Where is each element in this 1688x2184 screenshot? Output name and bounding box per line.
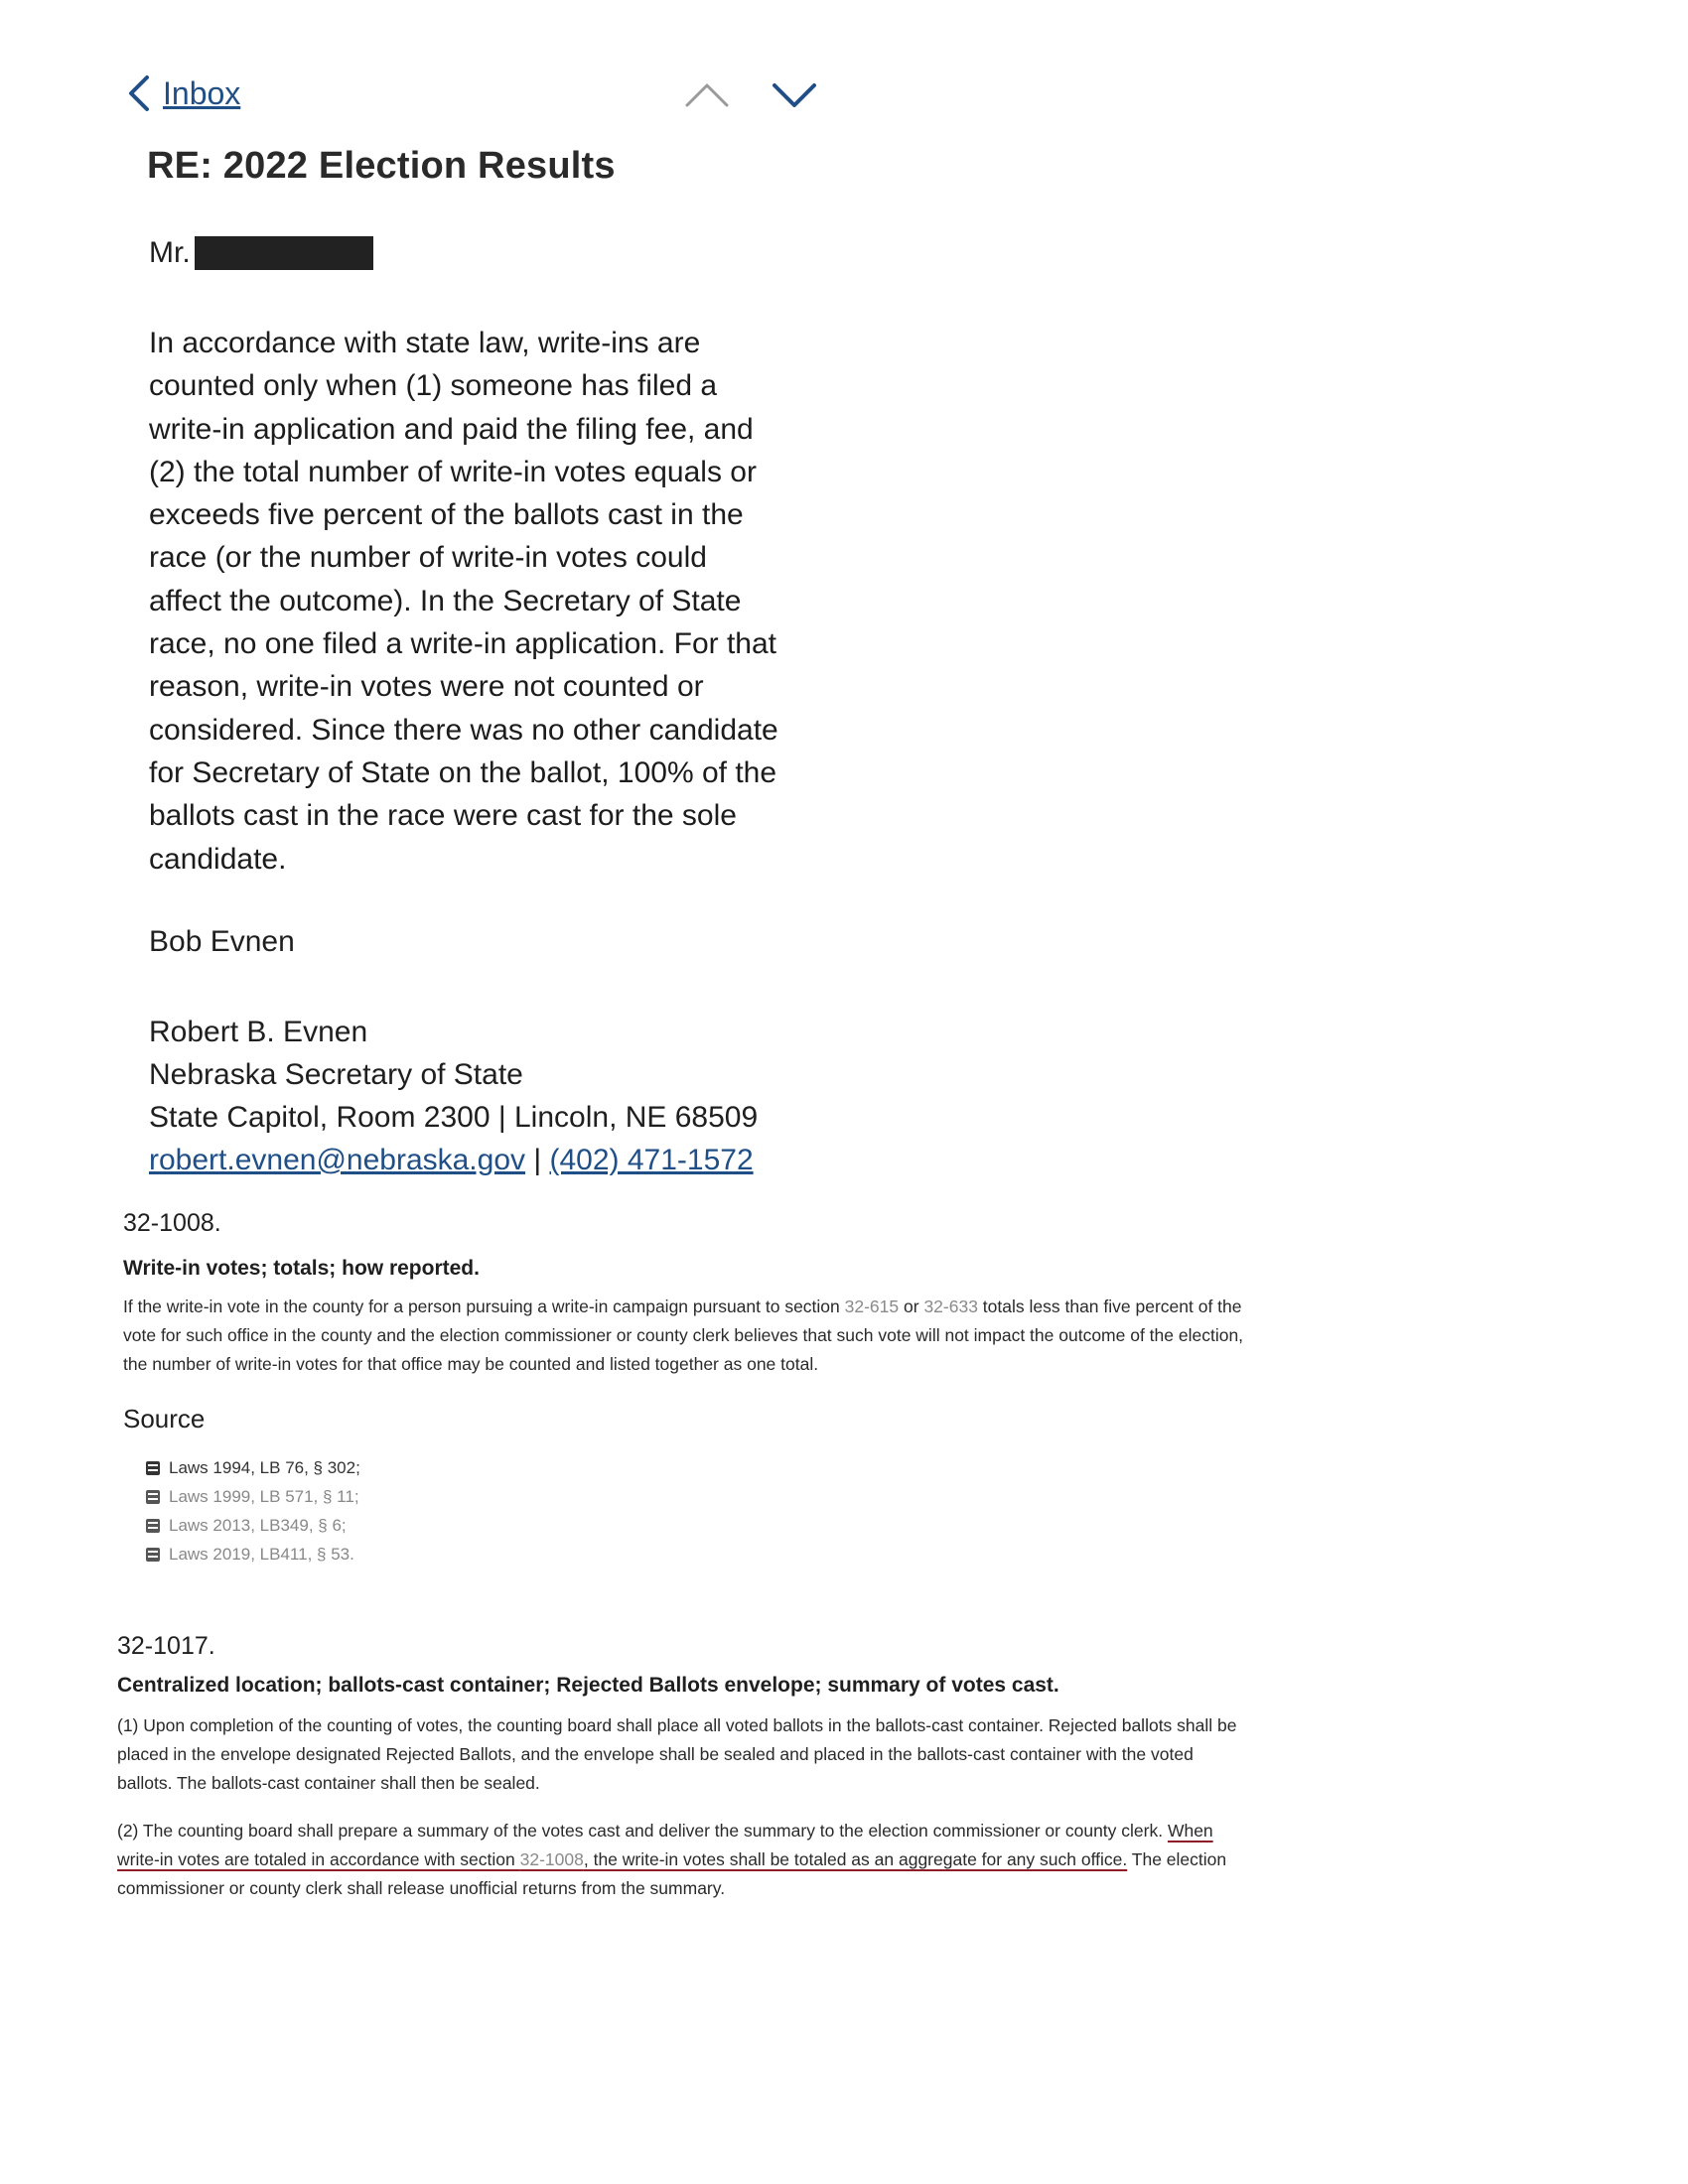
chevron-left-icon [125, 73, 153, 113]
signature-title: Nebraska Secretary of State [149, 1058, 523, 1091]
body-line: affect the outcome). In the Secretary of State [149, 584, 742, 617]
statute-text-part: The election commissioner or county clerk shall release unofficial returns from the summary. [117, 1849, 1227, 1898]
signature-block [149, 1011, 758, 1181]
previous-message-button[interactable] [683, 79, 731, 109]
phone-link[interactable]: (402) 471-1572 [549, 1144, 754, 1176]
statute-number: 32-1008. [123, 1209, 221, 1237]
book-icon [145, 1547, 161, 1563]
statute-text-part: , the write-in votes shall be totaled as an aggregate for any such office. [583, 1849, 1128, 1869]
body-line: exceeds five percent of the ballots cast in the [149, 498, 744, 532]
statute-paragraph-1: (1) Upon completion of the counting of votes, the counting board shall place all voted ballots in the ballots-cast container. Rejected ballots shall be placed in the envelope designated Rejected Ballots, and the envelope shall be sealed and placed in the ballots-cast container with the voted ballots. The ballots-cast container shall then be sealed. [117, 1715, 1237, 1793]
email-link[interactable]: robert.evnen@nebraska.gov [149, 1144, 526, 1176]
contact-separator: | [525, 1144, 550, 1176]
next-message-button[interactable] [771, 79, 818, 109]
statute-reference-link[interactable]: 32-615 [844, 1297, 900, 1316]
statute-reference-link[interactable]: 32-1008 [519, 1849, 584, 1869]
statute-text [123, 1293, 1265, 1379]
body-line: for Secretary of State on the ballot, 100% of the [149, 755, 777, 789]
body-line: counted only when (1) someone has filed a [149, 369, 718, 403]
chevron-down-icon [771, 79, 818, 109]
source-item[interactable] [145, 1482, 360, 1511]
statute-reference-link[interactable]: 32-633 [923, 1297, 978, 1316]
back-to-inbox-button[interactable] [125, 73, 240, 113]
signature-contact [149, 1139, 758, 1181]
statute-title: Centralized location; ballots-cast container; Rejected Ballots envelope; summary of votes cast. [117, 1674, 1059, 1697]
statute-text-part: or [899, 1297, 924, 1316]
signature-name: Robert B. Evnen [149, 1016, 368, 1048]
redaction-bar [195, 236, 373, 270]
email-subject: RE: 2022 Election Results [147, 145, 616, 187]
source-item[interactable] [145, 1453, 360, 1482]
source-item-label: Laws 2013, LB349, § 6; [169, 1515, 347, 1535]
book-icon [145, 1518, 161, 1534]
statute-title: Write-in votes; totals; how reported. [123, 1257, 480, 1280]
source-item-label: Laws 1999, LB 571, § 11; [169, 1486, 359, 1506]
body-line: race, no one filed a write-in application. For that [149, 627, 777, 661]
body-line: In accordance with state law, write-ins are [149, 327, 701, 359]
statute-paragraph-2 [117, 1817, 1239, 1903]
body-line: ballots cast in the race were cast for the sole [149, 799, 737, 833]
source-item-label: Laws 2019, LB411, § 53. [169, 1544, 354, 1564]
email-salutation [149, 236, 373, 270]
email-body [149, 322, 824, 881]
body-line: reason, write-in votes were not counted or [149, 670, 704, 704]
statute-text-part: When write-in votes are totaled in accordance with section [117, 1821, 1213, 1869]
statute-number: 32-1017. [117, 1632, 215, 1660]
inbox-link-label: Inbox [163, 74, 241, 111]
signature-address: State Capitol, Room 2300 | Lincoln, NE 68509 [149, 1101, 759, 1134]
statute-text-part: (2) The counting board shall prepare a summary of the votes cast and deliver the summary to the election commissioner or county clerk. [117, 1821, 1168, 1841]
body-line: race (or the number of write-in votes could [149, 541, 707, 575]
source-item[interactable] [145, 1540, 360, 1569]
source-item-label: Laws 1994, LB 76, § 302; [169, 1457, 360, 1477]
body-line: candidate. [149, 842, 287, 876]
salutation-text: Mr. [149, 236, 191, 269]
body-line: (2) the total number of write-in votes equals or [149, 455, 757, 488]
body-line: considered. Since there was no other candidate [149, 713, 778, 747]
book-icon [145, 1460, 161, 1476]
body-line: write-in application and paid the filing fee, and [149, 412, 754, 446]
signature-short: Bob Evnen [149, 925, 295, 958]
statute-text-part: If the write-in vote in the county for a person pursuing a write-in campaign pursuant to section [123, 1297, 845, 1316]
book-icon [145, 1489, 161, 1505]
source-item[interactable] [145, 1511, 360, 1540]
chevron-up-icon [683, 79, 731, 109]
source-heading: Source [123, 1404, 206, 1433]
statute-text-part: totals less than five percent of the vote for such office in the county and the election commissioner or county clerk believes that such vote will not impact the outcome of the election, the number of write-in votes for that office may be counted and listed together as one total. [123, 1297, 1244, 1374]
source-list [145, 1453, 360, 1569]
